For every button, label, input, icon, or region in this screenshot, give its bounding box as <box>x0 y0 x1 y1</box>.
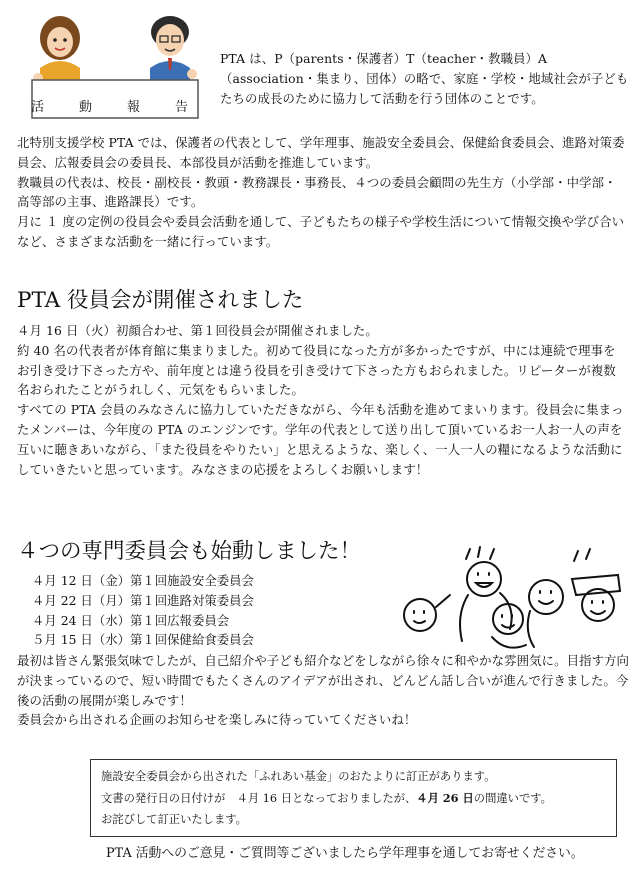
section-paragraph: 約 40 名の代表者が体育館に集まりました。初めて役員になった方が多かったですが、中には連続で理事をお引き受け下さった方や、前年度とは違う役員を引き受けて下さった方もおられました。リピーターが複数名おられたことがうれしく、元気をもらいました。 <box>17 342 616 398</box>
notice-text: 文書の発行日の日付けが ４月 16 日となっておりましたが、 <box>101 791 417 805</box>
committee-sketch <box>396 545 628 655</box>
section-body <box>17 651 632 730</box>
corrected-date: ４月 26 日 <box>416 790 474 805</box>
meeting-item: ４月 12 日（金）第１回施設安全委員会 <box>32 573 254 588</box>
meeting-item: ５月 15 日（水）第１回保健給食委員会 <box>32 632 254 648</box>
notice-text: の間違いです。 <box>473 791 552 805</box>
correction-notice <box>90 759 617 837</box>
intro-section <box>17 133 625 252</box>
section-paragraph: 最初は皆さん緊張気味でしたが、自己紹介や子ども紹介などをしながら徐々に和やかな雰囲気に。目指す方向が決まっているので、短い時間でもたくさんのアイデアが出され、どんどん話し合いが進んで行きました。今後の活動の展開が楽しみです！ <box>17 653 630 708</box>
intro-paragraph: 北特別支援学校 PTA では、保護者の代表として、学年理事、施設安全委員会、保健給食委員会、進路対策委員会、広報委員会の委員長、本部役員が活動を推進しています。 <box>17 135 625 170</box>
notice-line: 施設安全委員会から出された「ふれあい基金」のおたよりに訂正があります。 <box>101 770 496 783</box>
section-paragraph: 委員会から出される企画のお知らせを楽しみに待っていてくださいね！ <box>17 712 417 728</box>
intro-paragraph: 月に １ 度の定例の役員会や委員会活動を通して、子どもたちの様子や学校生活について情報交換や学び合いなど、さまざまな活動を一緒に行っています。 <box>17 214 625 249</box>
section-title: PTA 役員会が開催されました <box>17 288 304 313</box>
meeting-item: ４月 24 日（水）第１回広報委員会 <box>32 612 230 628</box>
section-paragraph: すべての PTA 会員のみなさんに協力していただきながら、今年も活動を進めてまいります。役員会に集まったメンバーは、今年度の PTA のエンジンです。学年の代表として送り出して頂いているお一人お一人の声を互いに聴きあいながら、「また役員をやりたい」と思えるような、楽しく、一人一人の糧になるような活動にしていきたいと思っています。みなさまの応援をよろしくお願いします！ <box>17 402 624 477</box>
section-title: ４つの専門委員会も始動しました！ <box>17 539 362 564</box>
activity-report-illustration <box>22 8 208 120</box>
section-paragraph: ４月 16 日（火）初顔合わせ、第１回役員会が開催されました。 <box>17 323 378 338</box>
section-body <box>17 321 625 479</box>
banner-label: 活 動 報 告 <box>30 100 199 115</box>
footer-note: PTA 活動へのご意見・ご質問等ございましたら学年理事を通してお寄せください。 <box>106 846 584 861</box>
notice-line: お詫びして訂正いたします。 <box>101 813 247 826</box>
pta-definition: PTA は、P（parents・保護者）T（teacher・教職員）A（association・集まり、団体）の略で、家庭・学校・地域社会が子どもたちの成長のために協力して活動を行う団体のことです。 <box>220 51 629 106</box>
intro-paragraph: 教職員の代表は、校長・副校長・教頭・教務課長・事務長、４つの委員会顧問の先生方（小学部・中学部・高等部の主事、進路課長）です。 <box>17 174 617 210</box>
smiling-people-sketch-icon <box>396 545 628 655</box>
meeting-list <box>32 571 392 650</box>
meeting-item: ４月 22 日（月）第１回進路対策委員会 <box>32 592 254 608</box>
notice-line <box>101 788 606 810</box>
